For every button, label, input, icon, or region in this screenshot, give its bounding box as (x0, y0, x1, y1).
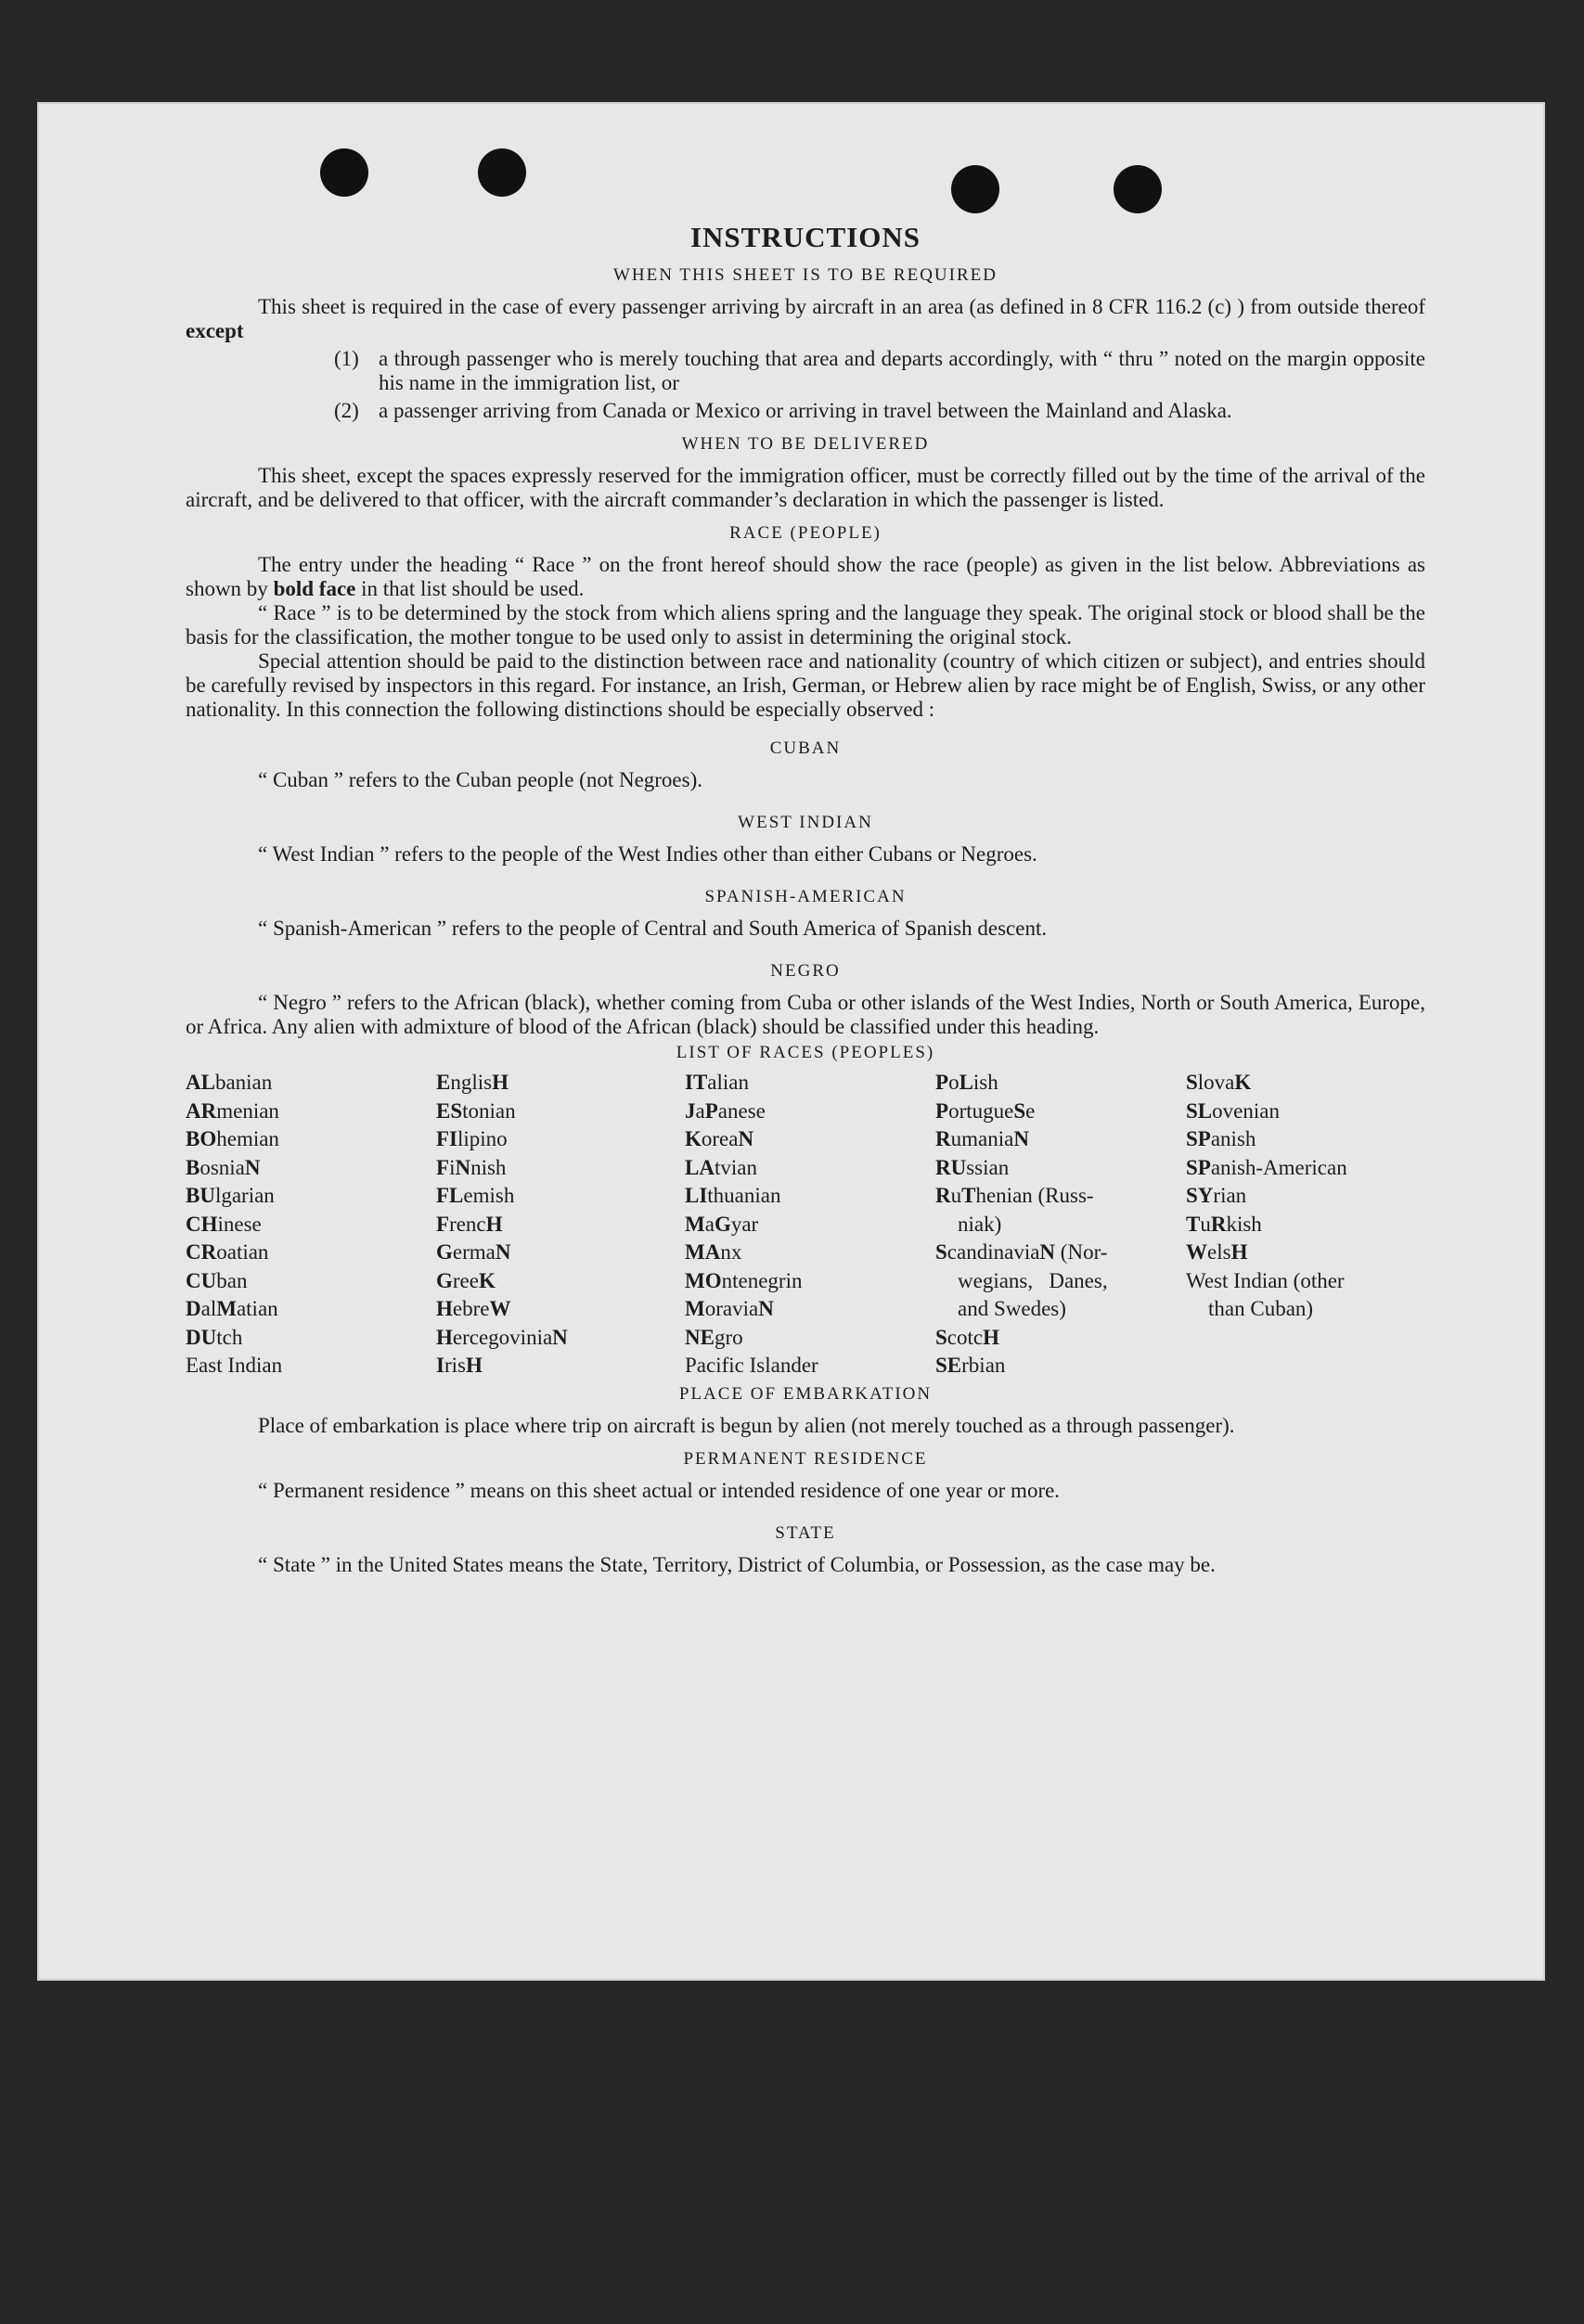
document-sheet (37, 102, 1545, 1981)
paragraph-race-2: “ Race ” is to be determined by the stock from which aliens spring and the language they speak. The original stock or blood shall be the basis for the classification, the mother tongue to be used only to assist in determining the original stock. (186, 601, 1425, 648)
race-entry: WelsH (1186, 1240, 1248, 1264)
race-entry: JaPanese (685, 1098, 766, 1123)
race-entry: GreeK (436, 1268, 496, 1292)
race-column (436, 1069, 685, 1380)
race-entry: HebreW (436, 1297, 511, 1320)
race-entry: BOhemian (186, 1127, 279, 1150)
race-entry: than Cuban) (1208, 1297, 1314, 1320)
race-entry: ScandinaviaN (Nor- (935, 1240, 1108, 1264)
heading-cuban: CUBAN (769, 738, 842, 758)
paragraph-race-1: The entry under the heading “ Race ” on the front hereof should show the race (people) as given in the list below. Abbreviations as shown by bold face in that list should be used. (186, 553, 1425, 600)
paragraph-embarkation: Place of embarkation is place where trip on aircraft is begun by alien (not merely touched as a through passenger). (258, 1413, 1235, 1437)
race-entry: LIthuanian (685, 1184, 781, 1207)
paragraph-race-3: Special attention should be paid to the distinction between race and nationality (country of which citizen or subject), and entries should be carefully revised by inspectors in this regard. For instance, an Irish, German, or Hebrew alien by race might be of English, Swiss, or any other nationality. In this connection the following distinctions should be especially observed : (186, 649, 1425, 721)
punch-hole (1114, 165, 1162, 213)
race-entry: PoLish (935, 1071, 998, 1094)
heading-spanish-american: SPANISH-AMERICAN (704, 887, 907, 906)
race-entry: SLovenian (1186, 1098, 1280, 1123)
race-entry: ARmenian (186, 1098, 279, 1123)
race-entry: IrisH (436, 1354, 483, 1377)
heading-required: WHEN THIS SHEET IS TO BE REQUIRED (613, 265, 998, 285)
punch-hole (320, 148, 368, 197)
heading-embarkation: PLACE OF EMBARKATION (678, 1383, 933, 1404)
race-entry: FLemish (436, 1184, 515, 1207)
paragraph-west-indian: “ West Indian ” refers to the people of the West Indies other than either Cubans or Negroes. (258, 842, 1037, 866)
race-entry: MaGyar (685, 1212, 759, 1236)
race-entry: HercegoviniaN (436, 1325, 568, 1349)
paragraph-spanish-american: “ Spanish-American ” refers to the people of Central and South America of Spanish descent. (258, 917, 1048, 940)
race-entry: EnglisH (436, 1071, 509, 1094)
race-list (186, 1069, 1425, 1380)
race-entry: KoreaN (685, 1127, 754, 1150)
paragraph-delivered: This sheet, except the spaces expressly reserved for the immigration officer, must be correctly filled out by the time of the arrival of the aircraft, and be delivered to that officer, with the aircraft commander’s declaration in which the passenger is listed. (186, 464, 1425, 511)
race-entry: EStonian (436, 1098, 516, 1123)
race-entry: RuThenian (Russ- (935, 1184, 1094, 1207)
heading-race: RACE (PEOPLE) (729, 523, 882, 543)
paragraph-cuban: “ Cuban ” refers to the Cuban people (not Negroes). (258, 768, 703, 791)
race-entry: DalMatian (186, 1297, 278, 1320)
race-entry: niak) (958, 1212, 1002, 1236)
race-entry: PortugueSe (935, 1098, 1036, 1123)
race-entry: West Indian (other (1186, 1268, 1345, 1292)
race-entry: FrencH (436, 1212, 503, 1236)
race-entry: MAnx (685, 1240, 742, 1264)
heading-list-of-races: LIST OF RACES (PEOPLES) (676, 1043, 935, 1062)
race-column (685, 1069, 935, 1380)
race-entry: CUban (186, 1268, 248, 1292)
race-entry: NEgro (685, 1325, 743, 1349)
race-entry: FIlipino (436, 1127, 508, 1150)
race-entry: SErbian (935, 1354, 1006, 1377)
race-entry: BUlgarian (186, 1184, 275, 1207)
paragraph-residence: “ Permanent residence ” means on this sheet actual or intended residence of one year or more. (258, 1478, 1061, 1502)
list-item: (1) a through passenger who is merely touching that area and departs accordingly, with “ thru ” noted on the margin opposite his name in the immigration list, or (334, 347, 1425, 394)
heading-state: STATE (775, 1522, 836, 1543)
race-entry: MoraviaN (685, 1297, 774, 1320)
race-entry: SPanish-American (1186, 1155, 1347, 1179)
race-entry: Pacific Islander (685, 1354, 818, 1377)
race-entry: SlovaK (1186, 1071, 1252, 1094)
race-entry: ScotcH (935, 1325, 999, 1349)
race-entry: TuRkish (1186, 1212, 1262, 1236)
race-entry: and Swedes) (958, 1297, 1066, 1320)
paragraph-required: This sheet is required in the case of every passenger arriving by aircraft in an area (as defined in 8 CFR 116.2 (c) ) from outside thereof except (186, 295, 1425, 342)
race-entry: SPanish (1186, 1127, 1256, 1150)
race-entry: BosniaN (186, 1155, 261, 1179)
race-entry: LAtvian (685, 1155, 757, 1179)
race-entry: MOntenegrin (685, 1268, 803, 1292)
race-entry: CRoatian (186, 1240, 269, 1264)
race-entry: RumaniaN (935, 1127, 1029, 1150)
race-column (1186, 1069, 1425, 1380)
race-entry: SYrian (1186, 1184, 1247, 1207)
document-content (186, 221, 1425, 1577)
page-title: INSTRUCTIONS (689, 221, 921, 253)
race-entry: FiNnish (436, 1155, 507, 1179)
race-column (935, 1069, 1186, 1380)
race-entry: ALbanian (186, 1071, 273, 1094)
race-entry: GermaN (436, 1240, 511, 1264)
heading-residence: PERMANENT RESIDENCE (683, 1448, 928, 1469)
heading-west-indian: WEST INDIAN (738, 813, 873, 832)
race-entry: RUssian (935, 1155, 1010, 1179)
punch-hole (478, 148, 526, 197)
punch-hole (951, 165, 999, 213)
heading-negro: NEGRO (770, 961, 841, 981)
list-item: (2) a passenger arriving from Canada or Mexico or arriving in travel between the Mainland and Alaska. (334, 399, 1232, 422)
paragraph-negro: “ Negro ” refers to the African (black), whether coming from Cuba or other islands of the West Indies, North or South America, Europe, or Africa. Any alien with admixture of blood of the African (black) should be classified under this heading. (186, 991, 1425, 1038)
paragraph-state: “ State ” in the United States means the State, Territory, District of Columbia, or Possession, as the case may be. (258, 1552, 1216, 1576)
race-entry: ITalian (685, 1071, 749, 1094)
race-column (186, 1069, 436, 1380)
race-entry: East Indian (186, 1354, 283, 1377)
race-entry: CHinese (186, 1212, 262, 1236)
race-entry: DUtch (186, 1325, 243, 1349)
race-entry: wegians, Danes, (958, 1268, 1108, 1292)
heading-delivered: WHEN TO BE DELIVERED (681, 434, 930, 454)
